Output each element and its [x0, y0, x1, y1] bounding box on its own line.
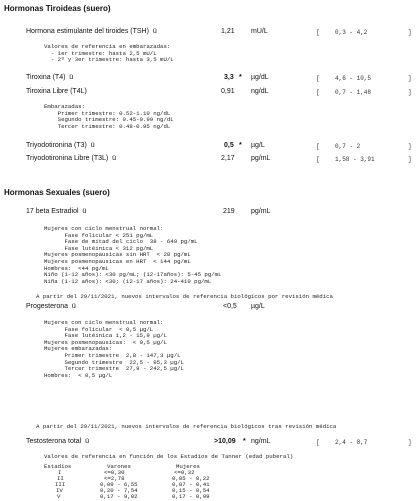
test-value-testosterone: >10,09: [214, 438, 236, 445]
test-unit-estradiol: pg/mL: [251, 208, 271, 215]
test-name-t4l: Tiroxina Libre (T4L): [26, 88, 87, 95]
test-value-t4: 3,3: [224, 74, 234, 81]
test-range-t4: 4,6 - 10,5: [335, 75, 372, 82]
test-unit-t3: µg/L: [251, 142, 265, 149]
range-bracket-open: [: [316, 29, 320, 36]
test-name-t4: Tiroxina (T4) ü: [26, 74, 74, 81]
test-value-t3l: 2,17: [221, 155, 235, 162]
tanner-female-cell: 0,05 - 0,22: [172, 475, 210, 482]
abnormal-flag-testosterone: *: [243, 438, 246, 445]
abnormal-flag-t4: *: [239, 74, 242, 81]
test-range-testosterone: 2,4 - 8,7: [335, 439, 368, 446]
tanner-stage-cell: IV: [56, 487, 63, 494]
tanner-male-cell: 0,20 - 7,54: [100, 487, 138, 494]
range-bracket-open: [: [316, 75, 320, 82]
test-unit-progesterone: µg/L: [251, 303, 265, 310]
tanner-stage-cell: I: [58, 469, 62, 476]
range-bracket-close: ]: [408, 89, 412, 96]
tanner-stage-cell: II: [57, 475, 64, 482]
test-unit-testosterone: ng/mL: [251, 438, 271, 445]
test-name-t3: Triyodotironina (T3) ü: [26, 142, 95, 149]
test-name-testosterone: Testosterona total ü: [26, 438, 90, 445]
revision-note-estradiol: A partir del 29/11/2021, nuevos intervalos de referencia biológicos por revisión médica: [36, 293, 333, 300]
tanner-female-cell: 0,07 - 0,41: [172, 481, 210, 488]
range-bracket-close: ]: [408, 143, 412, 150]
reference-note-tsh: Valores de referencia en embarazadas: - 1er trimestre: hasta 2,5 mU/L - 2º y 3er trimestre: hasta 3,5 mU/L: [44, 43, 174, 64]
tanner-stage-cell: III: [55, 481, 66, 488]
range-bracket-close: ]: [408, 29, 412, 36]
tanner-female-cell: 0,17 - 0,99: [172, 493, 210, 500]
test-value-estradiol: 219: [223, 208, 235, 215]
test-range-t3: 0,7 - 2: [335, 143, 361, 150]
test-value-t3: 0,5: [224, 142, 234, 149]
reference-note-estradiol: Mujeres con ciclo menstrual normal: Fase folicular < 251 pg/mL Fase de mitad del ciclo 38 - 649 pg/mL Fase lutéinica < 312 pg/mL Mujeres posmenopausicas sin HRT < 28 pg/mL Mujeres posmenopausicas en HRT < 144 pg/mL Hombres: <44 pg/mL Niño (1-12 años): <30 pg/mL; (12-17años): 5-45 pg/mL Niña (1-12 años): <30; (12-17 años): 24-410 pg/mL: [44, 225, 222, 285]
section-title-thyroid: Hormonas Tiroideas (suero): [4, 4, 111, 13]
tanner-male-cell: <=0,30: [104, 469, 125, 476]
test-unit-t4l: ng/dL: [251, 88, 269, 95]
test-name-t3l: Triyodotironina Libre (T3L) ü: [26, 155, 117, 162]
range-bracket-open: [: [316, 143, 320, 150]
reference-note-t4l: Embarazadas: Primer trimestre: 0.52-1.10 ng/dL Segundo trimestre: 0.45-0.99 ng/dL Tercer trimestre: 0.48-0.95 ng/dL: [44, 103, 174, 130]
test-range-t3l: 1,58 - 3,91: [335, 156, 375, 163]
tanner-header-female: Mujeres: [176, 463, 200, 470]
test-value-t4l: 0,91: [221, 88, 235, 95]
tanner-female-cell: <=0,32: [174, 469, 195, 476]
test-range-t4l: 0,7 - 1,48: [335, 89, 372, 96]
reference-note-progesterone: Mujeres con ciclo menstrual normal: Fase folicular < 0,5 µg/L Fase lutéinica 1,2 - 15,9 µg/L Mujeres posmenopausicas: < 0,5 µg/L Mujeres embarazadas: Primer trimestre 2,8 - 147,3 µg/L Segundo trimestre 22,5 - 95,3 µg/L Tercer trimestre 27,9 - 242,5 µg/L Hombres: < 0,5 µg/L: [44, 319, 184, 379]
test-name-estradiol: 17 beta Estradiol ü: [26, 208, 87, 215]
test-range-tsh: 0,3 - 4,2: [335, 29, 368, 36]
tanner-male-cell: 0,09 - 6,55: [100, 481, 138, 488]
tanner-header-stage: Estadíos: [44, 463, 72, 470]
abnormal-flag-t3: *: [239, 142, 242, 149]
test-unit-tsh: mU/L: [251, 28, 268, 35]
test-value-progesterone: <0,5: [223, 303, 237, 310]
test-name-tsh: Hormona estimulante del tiroides (TSH) ü: [26, 28, 157, 35]
range-bracket-close: ]: [408, 156, 412, 163]
tanner-male-cell: <=2,78: [104, 475, 125, 482]
tanner-header-male: Varones: [107, 463, 131, 470]
range-bracket-close: ]: [408, 75, 412, 82]
range-bracket-open: [: [316, 156, 320, 163]
tanner-intro: Valores de referencia en función de los Estadíos de Tanner (edad puberal): [44, 453, 294, 460]
tanner-male-cell: 0,17 - 9,02: [100, 493, 138, 500]
range-bracket-close: ]: [408, 439, 412, 446]
range-bracket-open: [: [316, 439, 320, 446]
range-bracket-open: [: [316, 89, 320, 96]
revision-note-progesterone: A partir del 29/11/2021, nuevos intervalos de referencia biológicos tras revisión médica: [36, 423, 337, 430]
tanner-female-cell: 0,15 - 0,54: [172, 487, 210, 494]
test-unit-t4: µg/dL: [251, 74, 269, 81]
test-unit-t3l: pg/mL: [251, 155, 271, 162]
tanner-stage-cell: V: [57, 493, 61, 500]
test-value-tsh: 1,21: [221, 28, 235, 35]
test-name-progesterone: Progesterona ü: [26, 303, 76, 310]
section-title-sex-hormones: Hormonas Sexuales (suero): [4, 188, 110, 197]
